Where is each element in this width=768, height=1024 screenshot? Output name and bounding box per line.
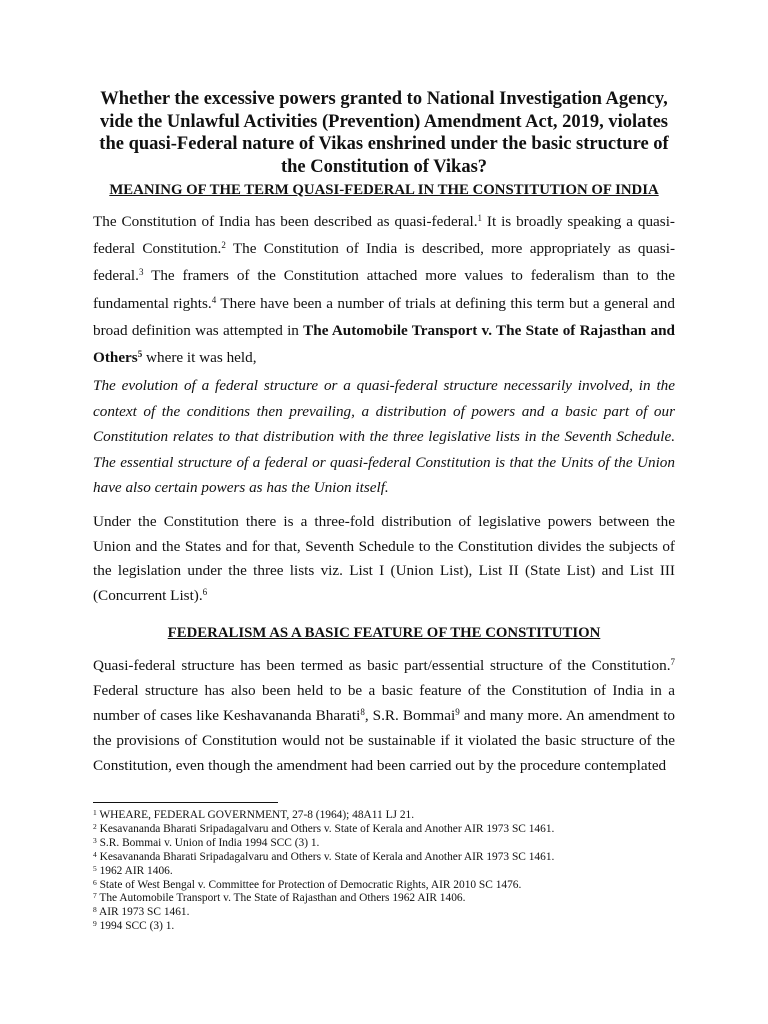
paragraph-quasi-federal-meaning [93, 208, 675, 371]
block-quote: The evolution of a federal structure or a quasi-federal structure necessarily involved, in the context of the conditions then prevailing, a distribution of powers and a basic part of our Constitution relates to that distribution with the three legislative lists in the Seventh Schedule. The essential structure of a federal or quasi-federal Constitution is that the Units of the Union have also certain powers as has the Union itself. [93, 377, 675, 496]
footnote-item [93, 851, 693, 865]
footnote-number: 8 [93, 905, 97, 915]
text-run: , S.R. Bommai [364, 707, 456, 724]
footnote-item [93, 837, 693, 851]
footnote-number: 9 [93, 919, 97, 929]
footnote-text: Kesavananda Bharati Sripadagalvaru and Others v. State of Kerala and Another AIR 1973 SC 1461. [96, 850, 555, 863]
text-run: Federal structure has also been held to be a basic feature of the Constitution of India in a number of cases like Keshavananda Bharati [93, 682, 675, 724]
text-run: The framers of the Constitution attached more values to federalism than to the fundamental rights. [93, 267, 675, 312]
text-run: The Constitution of India is described, more appropriately as quasi-federal. [93, 240, 675, 285]
footnote-ref: 2 [221, 240, 226, 251]
footnote-separator [93, 802, 278, 803]
section-heading-federalism: FEDERALISM AS A BASIC FEATURE OF THE CONSTITUTION [167, 625, 601, 641]
document-title: Whether the excessive powers granted to National Investigation Agency, vide the Unlawful Activities (Prevention) Amendment Act, 2019, violates the quasi-Federal nature of Vikas enshrined under the basic structure of the Constitution of Vikas? [99, 89, 669, 177]
section-heading-quasi-federal: MEANING OF THE TERM QUASI-FEDERAL IN THE CONSTITUTION OF INDIA [109, 182, 659, 198]
footnote-text: Kesavananda Bharati Sripadagalvaru and Others v. State of Kerala and Another AIR 1973 SC 1461. [96, 822, 555, 835]
footnote-number: 1 [93, 808, 97, 817]
paragraph-legislative-distribution [93, 510, 675, 608]
text-run: Under the Constitution there is a three-fold distribution of legislative powers between the Union and the States and for that, Seventh Schedule to the Constitution divides the subjects of the legislation under the three lists viz. List I (Union List), List II (State List) and List III (Concurrent List). [93, 513, 675, 604]
footnote-ref: 8 [360, 707, 365, 717]
footnote-item [93, 879, 693, 893]
footnote-text: 1994 SCC (3) 1. [96, 920, 175, 933]
text-run: There have been a number of trials at defining this term but a general and broad definition was attempted in [93, 294, 675, 339]
footnote-item [93, 823, 693, 837]
text-run: It is broadly speaking a quasi-federal Constitution. [93, 213, 675, 258]
footnote-number: 6 [93, 877, 97, 887]
footnote-ref: 5 [137, 349, 143, 360]
footnote-item [93, 865, 693, 879]
footnote-number: 2 [93, 821, 97, 831]
footnote-ref: 1 [477, 213, 483, 223]
footnote-text: S.R. Bommai v. Union of India 1994 SCC (3) 1. [96, 836, 320, 849]
footnote-item [93, 809, 693, 823]
text-run: The Constitution of India has been described as quasi-federal. [93, 213, 478, 230]
footnote-number: 5 [93, 863, 97, 873]
footnote-item [93, 906, 693, 920]
footnote-number: 3 [93, 835, 97, 845]
footnote-item [93, 892, 693, 906]
footnote-number: 7 [93, 891, 97, 901]
footnote-ref: 6 [202, 586, 208, 597]
footnote-text: AIR 1973 SC 1461. [96, 906, 190, 919]
footnote-text: WHEARE, FEDERAL GOVERNMENT, 27-8 (1964); 48A11 LJ 21. [96, 809, 415, 821]
footnote-text: The Automobile Transport v. The State of Rajasthan and Others 1962 AIR 1406. [96, 892, 466, 905]
footnote-text: 1962 AIR 1406. [96, 864, 173, 877]
footnote-ref: 7 [670, 657, 675, 667]
footnote-ref: 4 [211, 294, 217, 305]
text-run: and many more. An amendment to the provisions of Constitution would not be sustainable if it violated the basic structure of the Constitution, even though the amendment had been carried out by the procedure contemplated [93, 707, 676, 774]
footnote-number: 4 [93, 849, 97, 859]
case-name: The Automobile Transport v. The State of Rajasthan and Others [93, 321, 675, 367]
text-run: Quasi-federal structure has been termed as basic part/essential structure of the Constitution. [93, 657, 671, 674]
footnote-text: State of West Bengal v. Committee for Protection of Democratic Rights, AIR 2010 SC 1476. [96, 878, 522, 891]
text-run: where it was held, [142, 349, 257, 367]
footnote-ref: 3 [138, 267, 144, 278]
footnote-item [93, 920, 693, 934]
footnotes-list [93, 809, 693, 934]
paragraph-federalism-basic-feature [93, 653, 675, 778]
footnote-ref: 9 [455, 707, 460, 717]
